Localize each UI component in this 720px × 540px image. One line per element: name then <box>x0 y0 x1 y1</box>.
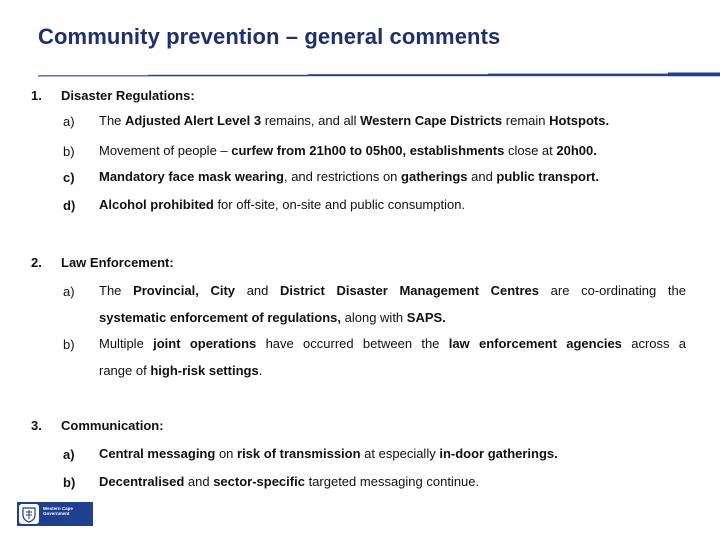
rule-segment-5 <box>668 73 720 77</box>
western-cape-logo <box>17 502 93 526</box>
text-run: targeted messaging continue. <box>304 474 480 489</box>
item-text <box>99 277 686 331</box>
item-text <box>99 191 686 218</box>
text-run: remains, and all <box>261 113 361 128</box>
item-label: b) <box>63 144 75 159</box>
text-run: across a <box>621 336 687 351</box>
item-text <box>99 107 686 134</box>
bold-text: systematic enforcement of regulations, <box>99 310 342 325</box>
bold-text: Alcohol prohibited <box>99 197 214 212</box>
text-run: range of <box>99 363 151 378</box>
section-heading <box>61 418 164 433</box>
item-text <box>99 330 686 384</box>
text-run: Multiple <box>99 336 154 351</box>
crest-graphic <box>19 504 39 524</box>
bold-text: District Disaster Management Centres <box>280 283 539 298</box>
bold-text: Provincial, City <box>133 283 236 298</box>
text-run: and <box>184 474 214 489</box>
heading-text: Disaster Regulations: <box>61 88 195 103</box>
logo-line: Western Cape <box>43 506 73 511</box>
item-label: b) <box>63 337 75 352</box>
heading-text: Law Enforcement: <box>61 255 174 270</box>
section-heading <box>61 255 174 270</box>
text-run: and <box>467 169 497 184</box>
bold-text: high-risk settings <box>150 363 259 378</box>
item-label: a) <box>63 284 75 299</box>
section-number: 2. <box>31 255 42 270</box>
section-number: 3. <box>31 418 42 433</box>
text-run: are co-ordinating the <box>539 283 686 298</box>
item-label: d) <box>63 198 76 213</box>
bold-text: in-door gatherings. <box>439 446 558 461</box>
text-run: along with <box>341 310 407 325</box>
text-run: have occurred between the <box>256 336 449 351</box>
item-line <box>99 277 686 304</box>
bold-text: joint operations <box>153 336 257 351</box>
bold-text: Hotspots. <box>549 113 610 128</box>
text-run: The <box>99 113 126 128</box>
item-label: b) <box>63 475 76 490</box>
bold-text: Mandatory face mask wearing <box>99 169 284 184</box>
heading-text: Communication: <box>61 418 164 433</box>
bold-text: Central messaging <box>99 446 216 461</box>
item-text <box>99 163 686 190</box>
item-text <box>99 137 686 164</box>
bold-text: SAPS. <box>406 310 446 325</box>
logo-text <box>43 506 73 516</box>
bold-text: law enforcement agencies <box>448 336 622 351</box>
bold-text: gatherings <box>401 169 468 184</box>
item-text <box>99 468 686 495</box>
text-run: The <box>99 283 134 298</box>
text-run: . <box>258 363 263 378</box>
item-label: a) <box>63 447 75 462</box>
logo-line: Government <box>43 511 70 516</box>
text-run: Movement of people – <box>99 143 232 158</box>
bold-text: sector-specific <box>213 474 305 489</box>
crest-icon <box>19 504 39 524</box>
bold-text: 20h00. <box>556 143 597 158</box>
rule-segment-3 <box>308 74 488 76</box>
item-line <box>99 330 686 357</box>
item-text <box>99 440 686 467</box>
bold-text: Decentralised <box>99 474 185 489</box>
item-line <box>99 357 686 384</box>
rule-segment-2 <box>148 75 308 77</box>
section-number: 1. <box>31 88 42 103</box>
bold-text: curfew from 21h00 to 05h00, establishments <box>231 143 505 158</box>
page-title: Community prevention – general comments <box>38 24 501 49</box>
text-run: and <box>235 283 281 298</box>
text-run: on <box>215 446 238 461</box>
item-label: c) <box>63 170 75 185</box>
bold-text: risk of transmission <box>237 446 361 461</box>
section-heading <box>61 88 195 103</box>
item-line <box>99 304 686 331</box>
text-run: for off-site, on-site and public consumption. <box>213 197 466 212</box>
item-label: a) <box>63 114 75 129</box>
text-run: remain <box>502 113 550 128</box>
text-run: at especially <box>360 446 440 461</box>
bold-text: public transport. <box>496 169 599 184</box>
bold-text: Adjusted Alert Level 3 <box>125 113 262 128</box>
rule-segment-4 <box>488 74 668 77</box>
text-run: close at <box>504 143 557 158</box>
rule-segment-1 <box>38 75 148 76</box>
title-underline <box>38 71 720 77</box>
text-run: , and restrictions on <box>283 169 402 184</box>
bold-text: Western Cape Districts <box>360 113 503 128</box>
